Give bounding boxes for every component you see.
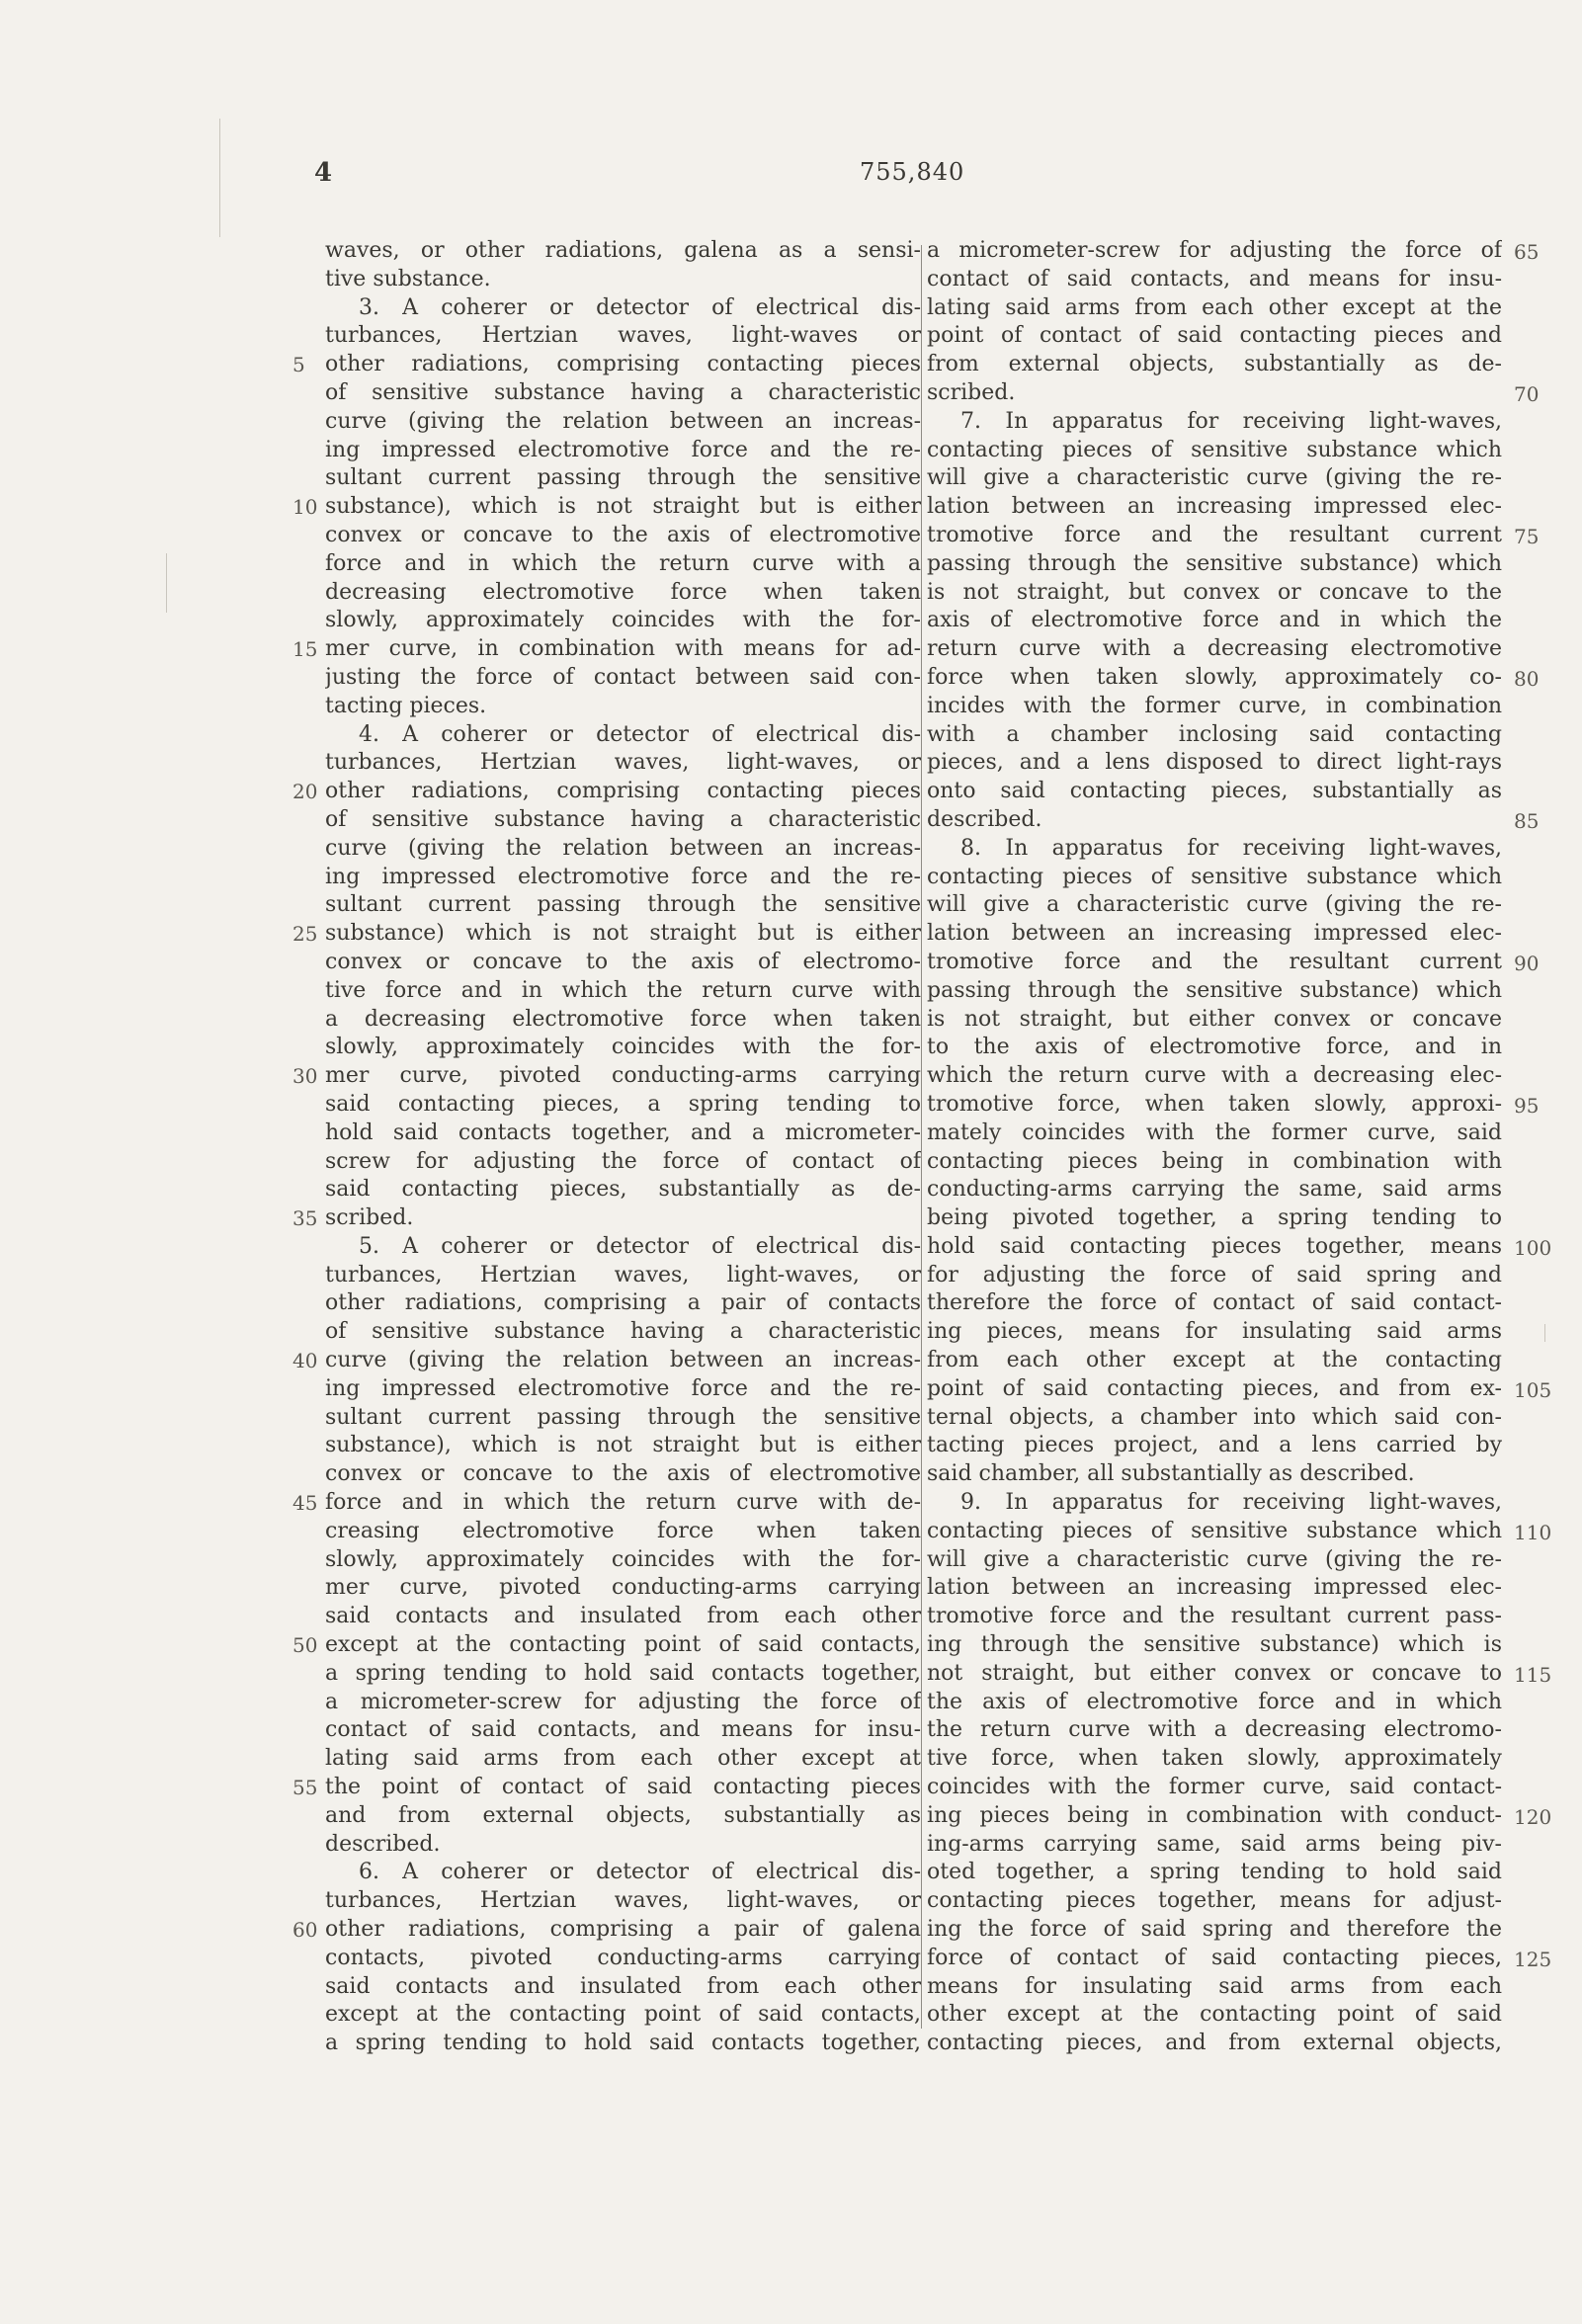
left-column-line: screw for adjusting the force of contact of bbox=[325, 1148, 921, 1174]
line-number-right: 120 bbox=[1514, 1804, 1552, 1829]
left-column-line: lating said arms from each other except at bbox=[325, 1746, 921, 1772]
right-column-line: a micrometer-screw for adjusting the force of bbox=[927, 238, 1502, 263]
line-number-left: 50 bbox=[292, 1633, 318, 1658]
right-column-line: 9. In apparatus for receiving light-waves, bbox=[960, 1490, 1502, 1516]
left-column-line: of sensitive substance having a characteristic bbox=[325, 379, 921, 405]
right-column-line: onto said contacting pieces, substantially as bbox=[927, 779, 1502, 804]
right-text-column bbox=[927, 237, 1502, 2056]
left-column-line: other radiations, comprising a pair of galena bbox=[325, 1917, 921, 1943]
line-number-right: 105 bbox=[1514, 1377, 1552, 1402]
right-column-line: lation between an increasing impressed elec- bbox=[927, 921, 1502, 947]
right-column-line: is not straight, but convex or concave to the bbox=[927, 579, 1502, 605]
right-column-line: conducting-arms carrying the same, said arms bbox=[927, 1177, 1502, 1203]
left-column-line: said contacts and insulated from each other bbox=[325, 1604, 921, 1629]
left-column-line: force and in which the return curve with a bbox=[325, 550, 921, 576]
right-column-line: incides with the former curve, in combination bbox=[927, 693, 1502, 718]
left-column-line: ing impressed electromotive force and the re- bbox=[325, 437, 921, 462]
left-column-line: curve (giving the relation between an increas- bbox=[325, 408, 921, 434]
right-column-line: pieces, and a lens disposed to direct light-rays bbox=[927, 750, 1502, 776]
right-column-line: contact of said contacts, and means for insu- bbox=[927, 266, 1502, 291]
right-column-line: ing-arms carrying same, said arms being piv- bbox=[927, 1831, 1502, 1857]
right-column-line: lation between an increasing impressed elec- bbox=[927, 1575, 1502, 1601]
right-column-line: ing pieces being in combination with conduct- bbox=[927, 1802, 1502, 1828]
right-column-line: ing the force of said spring and therefore the bbox=[927, 1917, 1502, 1943]
right-column-line: ing pieces, means for insulating said arms bbox=[927, 1319, 1502, 1345]
left-column-line: a micrometer-screw for adjusting the force of bbox=[325, 1689, 921, 1714]
line-number-left: 30 bbox=[292, 1064, 318, 1089]
left-column-line: 3. A coherer or detector of electrical dis- bbox=[359, 294, 921, 320]
right-column-line: coincides with the former curve, said contact- bbox=[927, 1775, 1502, 1800]
left-column-line: ing impressed electromotive force and the re- bbox=[325, 1375, 921, 1401]
line-number-right: 85 bbox=[1514, 808, 1540, 833]
right-column-line: force of contact of said contacting pieces, bbox=[927, 1945, 1502, 1970]
right-column-line: therefore the force of contact of said contact- bbox=[927, 1290, 1502, 1316]
line-number-right: 65 bbox=[1514, 239, 1540, 264]
right-column-line: is not straight, but either convex or concave bbox=[927, 1006, 1502, 1032]
left-column-line: curve (giving the relation between an increas- bbox=[325, 1348, 921, 1373]
right-column-line: contacting pieces being in combination with bbox=[927, 1148, 1502, 1174]
line-number-left: 25 bbox=[292, 922, 318, 947]
line-number-right: 75 bbox=[1514, 524, 1540, 548]
left-column-line: sultant current passing through the sensitive bbox=[325, 1404, 921, 1430]
left-column-line: mer curve, pivoted conducting-arms carrying bbox=[325, 1063, 921, 1089]
left-column-line: described. bbox=[325, 1831, 441, 1857]
left-column-line: a spring tending to hold said contacts together, bbox=[325, 2031, 921, 2056]
left-column-line: turbances, Hertzian waves, light-waves, or bbox=[325, 1262, 921, 1287]
page-header bbox=[0, 158, 1582, 198]
left-column-line: convex or concave to the axis of electromotive bbox=[325, 1461, 921, 1487]
right-column-line: for adjusting the force of said spring and bbox=[927, 1262, 1502, 1287]
right-column-line: oted together, a spring tending to hold said bbox=[927, 1860, 1502, 1885]
line-number-right: 90 bbox=[1514, 951, 1540, 975]
left-column-line: sultant current passing through the sensitive bbox=[325, 465, 921, 491]
patent-number: 755,840 bbox=[860, 158, 965, 186]
left-text-column bbox=[325, 237, 921, 2056]
line-number-right: 115 bbox=[1514, 1662, 1552, 1687]
line-number-left: 15 bbox=[292, 637, 318, 662]
right-column-line: from each other except at the contacting bbox=[927, 1348, 1502, 1373]
right-column-line: point of contact of said contacting pieces and bbox=[927, 323, 1502, 349]
right-column-line: contacting pieces of sensitive substance which bbox=[927, 437, 1502, 462]
line-number-right: 125 bbox=[1514, 1947, 1552, 1971]
line-number-left: 20 bbox=[292, 780, 318, 804]
left-column-line: said contacting pieces, a spring tending to bbox=[325, 1091, 921, 1117]
line-number-left: 10 bbox=[292, 495, 318, 520]
left-column-line: tive force and in which the return curve with bbox=[325, 977, 921, 1003]
left-column-line: other radiations, comprising contacting pieces bbox=[325, 352, 921, 377]
right-column-line: contacting pieces of sensitive substance which bbox=[927, 1518, 1502, 1543]
left-column-line: mer curve, in combination with means for ad- bbox=[325, 636, 921, 662]
left-column-line: other radiations, comprising a pair of contacts bbox=[325, 1290, 921, 1316]
left-column-line: a spring tending to hold said contacts together, bbox=[325, 1660, 921, 1686]
right-column-line: described. bbox=[927, 806, 1042, 832]
left-column-line: turbances, Hertzian waves, light-waves, or bbox=[325, 1888, 921, 1914]
left-column-line: of sensitive substance having a characteristic bbox=[325, 806, 921, 832]
line-number-left: 45 bbox=[292, 1491, 318, 1516]
right-column-line: return curve with a decreasing electromotive bbox=[927, 636, 1502, 662]
line-number-right: 110 bbox=[1514, 1520, 1552, 1544]
left-column-line: force and in which the return curve with de- bbox=[325, 1490, 921, 1516]
left-column-line: 5. A coherer or detector of electrical dis- bbox=[359, 1233, 921, 1259]
right-column-line: 8. In apparatus for receiving light-waves, bbox=[960, 835, 1502, 861]
left-column-line: contact of said contacts, and means for insu- bbox=[325, 1717, 921, 1743]
right-column-line: will give a characteristic curve (giving the re- bbox=[927, 465, 1502, 491]
right-column-line: hold said contacting pieces together, means bbox=[927, 1233, 1502, 1259]
right-column-line: passing through the sensitive substance) which bbox=[927, 977, 1502, 1003]
left-column-line: substance), which is not straight but is either bbox=[325, 1433, 921, 1458]
right-column-line: means for insulating said arms from each bbox=[927, 1973, 1502, 1999]
right-column-line: to the axis of electromotive force, and in bbox=[927, 1035, 1502, 1060]
left-column-line: decreasing electromotive force when taken bbox=[325, 579, 921, 605]
left-column-line: turbances, Hertzian waves, light-waves, or bbox=[325, 750, 921, 776]
column-divider bbox=[921, 245, 922, 2029]
left-column-line: creasing electromotive force when taken bbox=[325, 1518, 921, 1543]
right-column-line: passing through the sensitive substance) which bbox=[927, 550, 1502, 576]
left-column-line: curve (giving the relation between an increas- bbox=[325, 835, 921, 861]
left-column-line: convex or concave to the axis of electromo- bbox=[325, 949, 921, 974]
right-column-line: will give a characteristic curve (giving the re- bbox=[927, 892, 1502, 918]
line-number-right: 70 bbox=[1514, 381, 1540, 406]
line-number-left: 40 bbox=[292, 1349, 318, 1373]
right-column-line: contacting pieces together, means for adjust- bbox=[927, 1888, 1502, 1914]
right-column-line: tromotive force, when taken slowly, approxi- bbox=[927, 1091, 1502, 1117]
left-column-line: waves, or other radiations, galena as a sensi- bbox=[325, 238, 921, 263]
right-column-line: point of said contacting pieces, and from ex- bbox=[927, 1375, 1502, 1401]
left-column-line: slowly, approximately coincides with the for- bbox=[325, 1546, 921, 1572]
right-column-line: 7. In apparatus for receiving light-waves, bbox=[960, 408, 1502, 434]
right-column-line: being pivoted together, a spring tending to bbox=[927, 1205, 1502, 1231]
left-column-line: 6. A coherer or detector of electrical dis- bbox=[359, 1860, 921, 1885]
left-column-line: turbances, Hertzian waves, light-waves or bbox=[325, 323, 921, 349]
right-column-line: will give a characteristic curve (giving the re- bbox=[927, 1546, 1502, 1572]
left-column-line: contacts, pivoted conducting-arms carrying bbox=[325, 1945, 921, 1970]
right-column-line: mately coincides with the former curve, said bbox=[927, 1120, 1502, 1145]
right-column-line: not straight, but either convex or concave to bbox=[927, 1660, 1502, 1686]
left-column-line: ing impressed electromotive force and the re- bbox=[325, 864, 921, 889]
line-number-right: 95 bbox=[1514, 1093, 1540, 1118]
line-number-right: 80 bbox=[1514, 666, 1540, 691]
line-number-left: 35 bbox=[292, 1206, 318, 1231]
right-column-line: which the return curve with a decreasing elec- bbox=[927, 1063, 1502, 1089]
left-column-line: hold said contacts together, and a micrometer- bbox=[325, 1120, 921, 1145]
line-number-right: 100 bbox=[1514, 1235, 1552, 1260]
left-column-line: other radiations, comprising contacting pieces bbox=[325, 779, 921, 804]
left-column-line: of sensitive substance having a characteristic bbox=[325, 1319, 921, 1345]
left-column-line: except at the contacting point of said contacts, bbox=[325, 2002, 921, 2028]
line-number-left: 60 bbox=[292, 1918, 318, 1943]
right-column-line: tacting pieces project, and a lens carried by bbox=[927, 1433, 1502, 1458]
right-column-line: from external objects, substantially as de- bbox=[927, 352, 1502, 377]
right-column-line: contacting pieces, and from external objects, bbox=[927, 2031, 1502, 2056]
left-column-line: convex or concave to the axis of electromotive bbox=[325, 522, 921, 547]
right-column-line: axis of electromotive force and in which the bbox=[927, 608, 1502, 633]
left-column-line: substance), which is not straight but is either bbox=[325, 494, 921, 520]
right-column-line: scribed. bbox=[927, 379, 1016, 405]
left-column-line: tive substance. bbox=[325, 266, 491, 291]
right-column-line: other except at the contacting point of said bbox=[927, 2002, 1502, 2028]
line-number-left: 5 bbox=[292, 353, 305, 377]
right-column-line: with a chamber inclosing said contacting bbox=[927, 721, 1502, 747]
right-column-line: the axis of electromotive force and in which bbox=[927, 1689, 1502, 1714]
line-number-left: 55 bbox=[292, 1776, 318, 1800]
right-column-line: force when taken slowly, approximately co- bbox=[927, 664, 1502, 690]
left-column-line: tacting pieces. bbox=[325, 693, 487, 718]
right-column-line: tromotive force and the resultant current bbox=[927, 522, 1502, 547]
left-column-line: slowly, approximately coincides with the for- bbox=[325, 1035, 921, 1060]
left-column-line: justing the force of contact between said con- bbox=[325, 664, 921, 690]
right-column-line: tive force, when taken slowly, approximately bbox=[927, 1746, 1502, 1772]
left-column-line: scribed. bbox=[325, 1205, 414, 1231]
right-column-line: lation between an increasing impressed elec- bbox=[927, 494, 1502, 520]
left-column-line: said contacts and insulated from each other bbox=[325, 1973, 921, 1999]
left-column-line: 4. A coherer or detector of electrical dis- bbox=[359, 721, 921, 747]
left-column-line: the point of contact of said contacting pieces bbox=[325, 1775, 921, 1800]
left-column-line: and from external objects, substantially as bbox=[325, 1802, 921, 1828]
right-column-line: tromotive force and the resultant current pass- bbox=[927, 1604, 1502, 1629]
page-number: 4 bbox=[314, 158, 334, 188]
right-column-line: said chamber, all substantially as described. bbox=[927, 1461, 1415, 1487]
right-column-line: ternal objects, a chamber into which said con- bbox=[927, 1404, 1502, 1430]
left-column-line: slowly, approximately coincides with the for- bbox=[325, 608, 921, 633]
right-column-line: tromotive force and the resultant current bbox=[927, 949, 1502, 974]
left-column-line: substance) which is not straight but is either bbox=[325, 921, 921, 947]
right-column-line: the return curve with a decreasing electromo- bbox=[927, 1717, 1502, 1743]
right-column-line: contacting pieces of sensitive substance which bbox=[927, 864, 1502, 889]
right-column-line: ing through the sensitive substance) which is bbox=[927, 1632, 1502, 1658]
right-column-line: lating said arms from each other except at the bbox=[927, 294, 1502, 320]
left-column-line: sultant current passing through the sensitive bbox=[325, 892, 921, 918]
left-column-line: mer curve, pivoted conducting-arms carrying bbox=[325, 1575, 921, 1601]
left-column-line: said contacting pieces, substantially as de- bbox=[325, 1177, 921, 1203]
left-column-line: except at the contacting point of said contacts, bbox=[325, 1632, 921, 1658]
left-column-line: a decreasing electromotive force when taken bbox=[325, 1006, 921, 1032]
